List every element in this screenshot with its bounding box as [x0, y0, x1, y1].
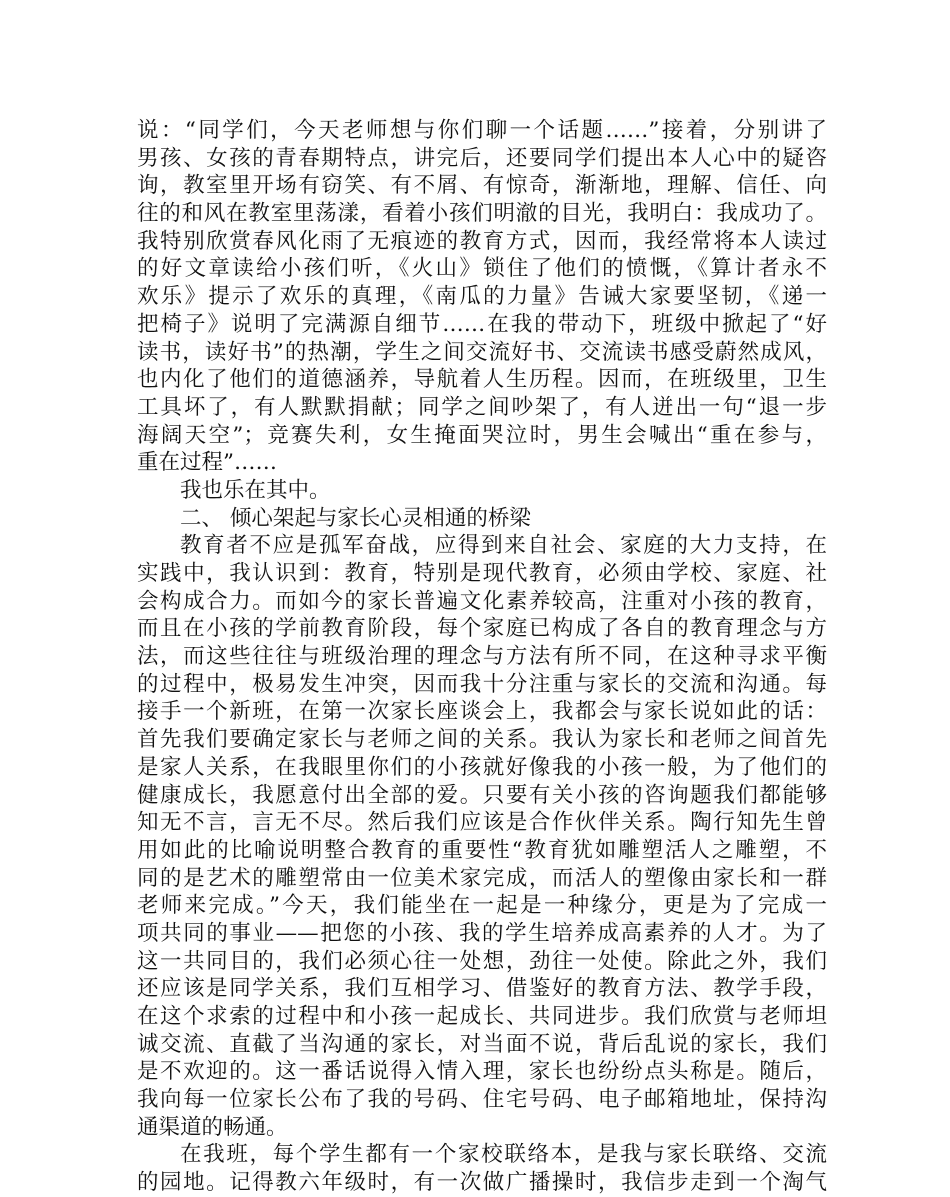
text-line: 是家人关系，在我眼里你们的小孩就好像我的小孩一般，为了他们的	[137, 754, 827, 780]
text-line: 用如此的比喻说明整合教育的重要性“教育犹如雕塑活人之雕塑，不	[137, 837, 827, 863]
text-line: 男孩、女孩的青春期特点，讲完后，还要同学们提出本人心中的疑咨	[137, 145, 827, 171]
text-line: 法，而这些往往与班级治理的理念与方法有所不同，在这种寻求平衡	[137, 644, 827, 670]
text-line: 项共同的事业——把您的小孩、我的学生培养成高素养的人才。为了	[137, 920, 827, 946]
text-line: 的好文章读给小孩们听，《火山》锁住了他们的愤慨，《算计者永不	[137, 256, 827, 282]
text-line: 重在过程”……	[137, 450, 277, 476]
text-line: 我向每一位家长公布了我的号码、住宅号码、电子邮箱地址，保持沟	[137, 1087, 827, 1113]
paragraph-start: 教育者不应是孤军奋战，应得到来自社会、家庭的大力支持，在	[180, 533, 827, 559]
text-line: 我特别欣赏春风化雨了无痕迹的教育方式，因而，我经常将本人读过	[137, 228, 827, 254]
text-line: 读书，读好书”的热潮，学生之间交流好书、交流读书感受蔚然成风，	[137, 339, 827, 365]
text-line: 的过程中，极易发生冲突，因而我十分注重与家长的交流和沟通。每	[137, 671, 827, 697]
section-heading: 二、 倾心架起与家长心灵相通的桥梁	[180, 505, 531, 531]
text-line: 还应该是同学关系，我们互相学习、借鉴好的教育方法、教学手段，	[137, 976, 827, 1002]
text-line: 在这个求索的过程中和小孩一起成长、共同进步。我们欣赏与老师坦	[137, 1004, 827, 1029]
text-line: 健康成长，我愿意付出全部的爱。只要有关小孩的咨询题我们都能够	[137, 782, 827, 808]
text-line: 说：“同学们，今天老师想与你们聊一个话题……”接着，分别讲了	[137, 118, 827, 143]
text-line: 往的和风在教室里荡漾，看着小孩们明澈的目光，我明白：我成功了。	[137, 201, 827, 227]
text-line: 诚交流、直截了当沟通的家长，对当面不说，背后乱说的家长，我们	[137, 1031, 827, 1057]
text-line: 同的是艺术的雕塑常由一位美术家完成，而活人的塑像由家长和一群	[137, 865, 827, 891]
text-line: 是不欢迎的。这一番话说得入情入理，家长也纷纷点头称是。随后，	[137, 1059, 827, 1085]
text-line: 实践中，我认识到：教育，特别是现代教育，必须由学校、家庭、社	[137, 561, 827, 586]
paragraph-start: 在我班，每个学生都有一个家校联络本，是我与家长联络、交流	[180, 1142, 827, 1168]
text-line: 海阔天空”；竞赛失利，女生掩面哭泣时，男生会喊出“重在参与，	[137, 422, 827, 448]
text-line: 知无不言，言无不尽。然后我们应该是合作伙伴关系。陶行知先生曾	[137, 810, 827, 836]
text-line: 也内化了他们的道德涵养，导航着人生历程。因而，在班级里，卫生	[137, 367, 827, 393]
text-line: 而且在小孩的学前教育阶段，每个家庭已构成了各自的教育理念与方	[137, 616, 827, 642]
text-line: 把椅子》说明了完满源自细节……在我的带动下，班级中掀起了“好	[137, 311, 827, 337]
text-line: 通渠道的畅通。	[137, 1114, 288, 1140]
text-line: 的园地。记得教六年级时，有一次做广播操时，我信步走到一个淘气	[137, 1170, 827, 1196]
text-line: 接手一个新班，在第一次家长座谈会上，我都会与家长说如此的话：	[137, 699, 827, 725]
body-text	[137, 117, 827, 1197]
text-line: 询，教室里开场有窃笑、有不屑、有惊奇，渐渐地，理解、信任、向	[137, 173, 827, 199]
text-line: 工具坏了，有人默默捐献；同学之间吵架了，有人迸出一句“退一步	[137, 394, 827, 420]
text-line: 老师来完成。”今天，我们能坐在一起是一种缘分，更是为了完成一	[137, 893, 827, 919]
paragraph-start: 我也乐在其中。	[180, 477, 331, 503]
text-line: 首先我们要确定家长与老师之间的关系。我认为家长和老师之间首先	[137, 727, 827, 753]
text-line: 会构成合力。而如今的家长普遍文化素养较高，注重对小孩的教育，	[137, 588, 827, 614]
text-line: 这一共同目的，我们必须心往一处想，劲往一处使。除此之外，我们	[137, 948, 827, 974]
text-line: 欢乐》提示了欢乐的真理，《南瓜的力量》告诫大家要坚韧，《递一	[137, 284, 827, 310]
